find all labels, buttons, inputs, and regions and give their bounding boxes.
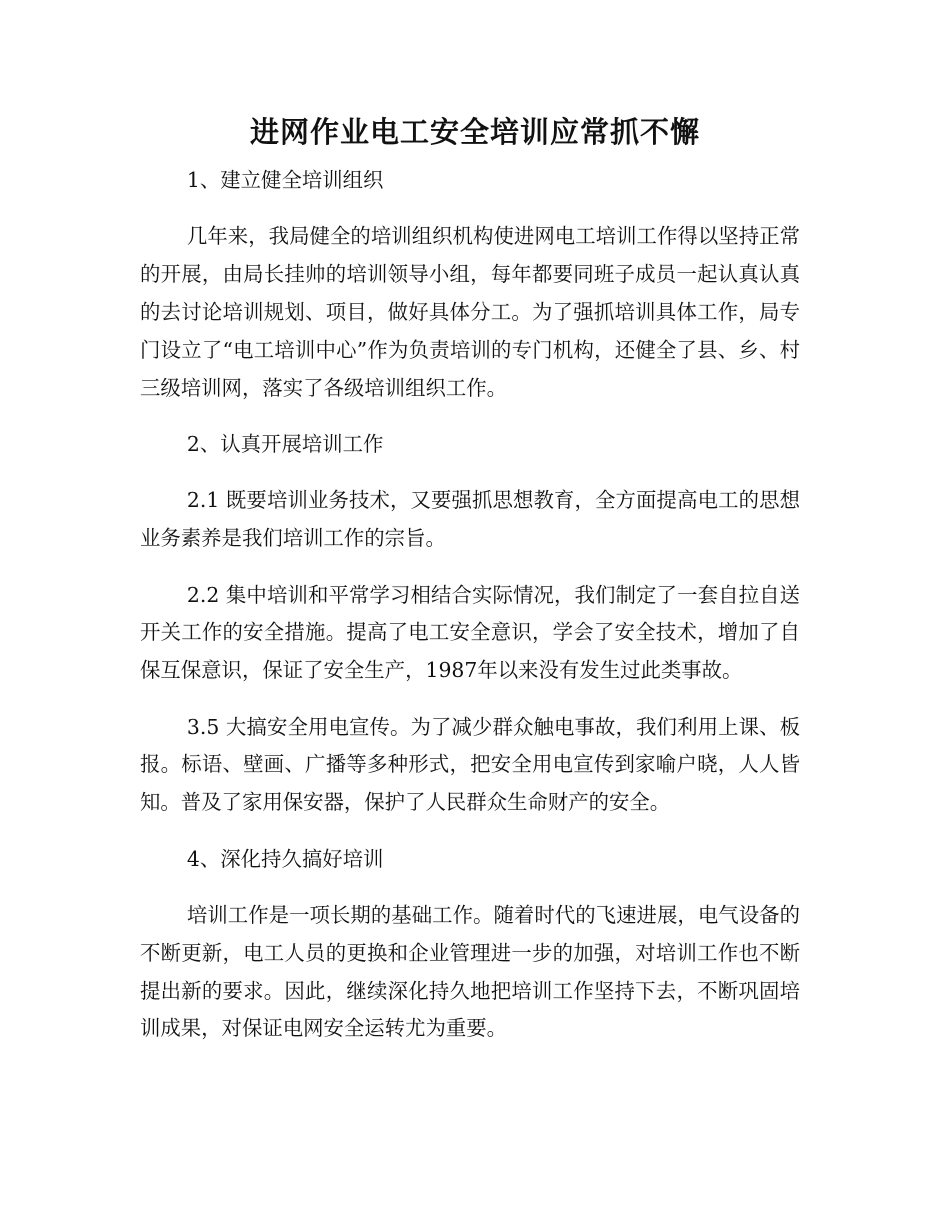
section-heading-2: 2、认真开展培训工作 — [186, 431, 384, 456]
section-heading-1: 1、建立健全培训组织 — [186, 168, 384, 192]
paragraph-2-1: 2.1 既要培训业务技术，又要强抓思想教育，全方面提高电工的思想业务素养是我们培训工作的宗旨。 — [140, 488, 800, 551]
document-body — [140, 162, 800, 1067]
paragraph-2-2: 2.2 集中培训和平常学习相结合实际情况，我们制定了一套自拉自送开关工作的安全措施。提高了电工安全意识，学会了安全技术，增加了自保互保意识，保证了安全生产，1987年以来没有发生过此类事故。 — [140, 582, 800, 683]
paragraph-training-long-term: 培训工作是一项长期的基础工作。随着时代的飞速进展，电气设备的不断更新，电工人员的更换和企业管理进一步的加强，对培训工作也不断提出新的要求。因此，继续深化持久地把培训工作坚持下去，不断巩固培训成果，对保证电网安全运转尤为重要。 — [140, 902, 800, 1041]
paragraph-organization: 几年来，我局健全的培训组织机构使进网电工培训工作得以坚持正常的开展，由局长挂帅的培训领导小组，每年都要同班子成员一起认真认真的去讨论培训规划、项目，做好具体分工。为了强抓培训具体工作，局专门设立了“电工培训中心”作为负责培训的专门机构，还健全了县、乡、村三级培训网，落实了各级培训组织工作。 — [140, 224, 800, 400]
document-title: 进网作业电工安全培训应常抓不懈 — [249, 115, 700, 149]
section-heading-4: 4、深化持久搞好培训 — [186, 846, 384, 871]
paragraph-3-5: 3.5 大搞安全用电宣传。为了减少群众触电事故，我们利用上课、板报。标语、壁画、广播等多种形式，把安全用电宣传到家喻户晓，人人皆知。普及了家用保安器，保护了人民群众生命财产的安全。 — [140, 714, 800, 815]
